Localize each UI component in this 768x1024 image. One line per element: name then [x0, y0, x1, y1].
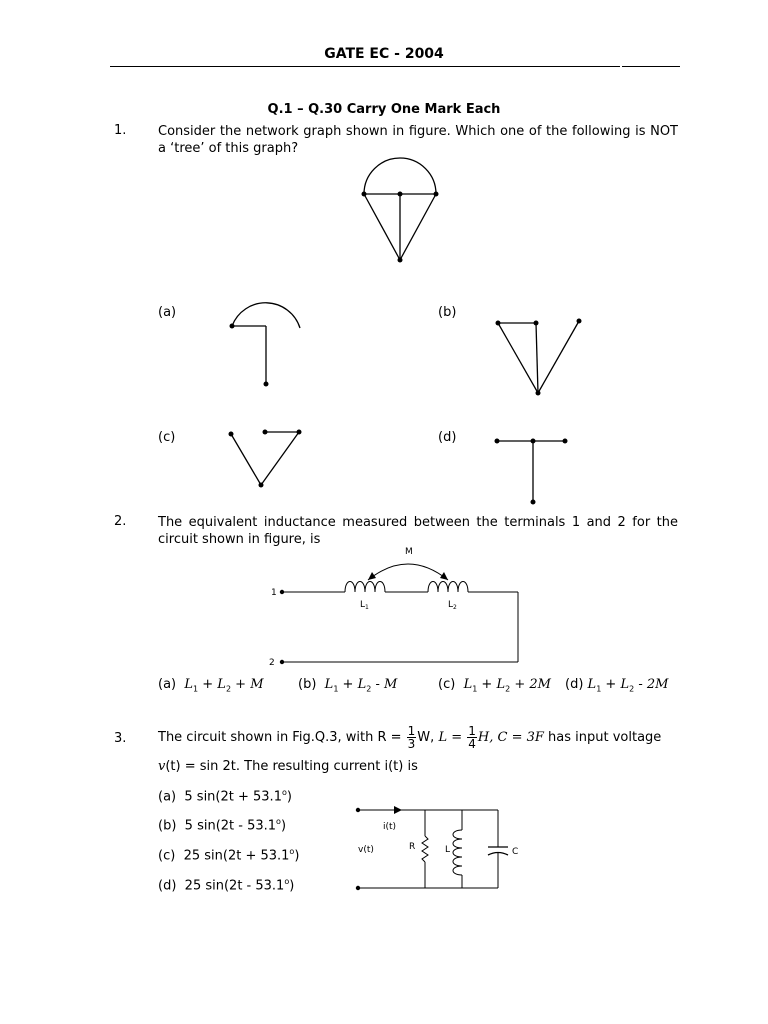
capacitor-label: C	[512, 847, 519, 857]
current-label: i(t)	[383, 822, 397, 832]
question-3-number: 3.	[114, 731, 127, 746]
q3-circuit	[350, 800, 530, 900]
mutual-label: M	[405, 547, 413, 557]
inductor-label: L	[445, 845, 451, 855]
q1-option-b-label: (b)	[438, 305, 457, 320]
section-title: Q.1 – Q.30 Carry One Mark Each	[267, 102, 501, 117]
q1-option-d-graph	[490, 430, 580, 510]
question-1-text: Consider the network graph shown in figure. Which one of the following is NOT a ‘tree’ of this graph?	[158, 124, 678, 156]
q1-option-d-label: (d)	[438, 430, 457, 445]
q1-option-c-label: (c)	[158, 430, 176, 445]
header-rule-short	[622, 66, 680, 67]
q3-option-a: (a) 5 $\sin(2t + 53.1^o)$	[158, 788, 292, 805]
question-3-text-line2: v(t) = sin 2t. The resulting current i(t) is	[158, 759, 418, 774]
q1-option-a-label: (a)	[158, 305, 177, 320]
inductor-l1-label: $L_1$	[360, 600, 369, 611]
question-2-number: 2.	[114, 514, 127, 529]
terminal-1-label: 1	[271, 588, 277, 598]
q2-option-d: (d) $L_1 + L_2 - 2M$	[565, 677, 669, 694]
r-fraction: $\frac{1}{3}$	[407, 724, 416, 751]
q1-network-graph	[355, 150, 455, 270]
header-rule	[110, 66, 620, 67]
terminal-2-label: 2	[269, 658, 275, 668]
q2-circuit	[260, 540, 530, 675]
l-fraction: $\frac{1}{4}$	[468, 724, 476, 751]
q2-option-c: (c) $L_1 + L_2 + 2M$	[438, 677, 551, 694]
resistor-label: R	[409, 842, 416, 852]
question-1-number: 1.	[114, 123, 127, 138]
q1-option-b-graph	[490, 315, 590, 400]
q3-option-c: (c) 25 $\sin(2t + 53.1^o)$	[158, 847, 300, 864]
inductor-l2-label: $L_2$	[448, 600, 457, 611]
q2-option-b: (b) $L_1 + L_2 - M$	[298, 677, 398, 694]
q3-option-b: (b) 5 sin(2t - 53.1$^o$)	[158, 817, 287, 834]
q3-option-d: (d) 25 sin(2t - 53.1$^o$)	[158, 877, 295, 894]
voltage-label: v(t)	[358, 845, 374, 855]
question-3-text: The circuit shown in Fig.Q.3, with R = $\frac{1}{3}$ W, L = $\frac{1}{4}$ H, C = 3F has input voltage	[158, 724, 662, 751]
question-2-text: The equivalent inductance measured between the terminals 1 and 2 for the circuit shown in figure, is	[158, 515, 678, 547]
q1-option-a-graph	[220, 280, 310, 390]
q1-option-c-graph	[222, 425, 312, 495]
page-header: GATE EC - 2004	[324, 46, 444, 62]
q2-option-a: (a) $L_1 + L_2 + M$	[158, 677, 264, 694]
